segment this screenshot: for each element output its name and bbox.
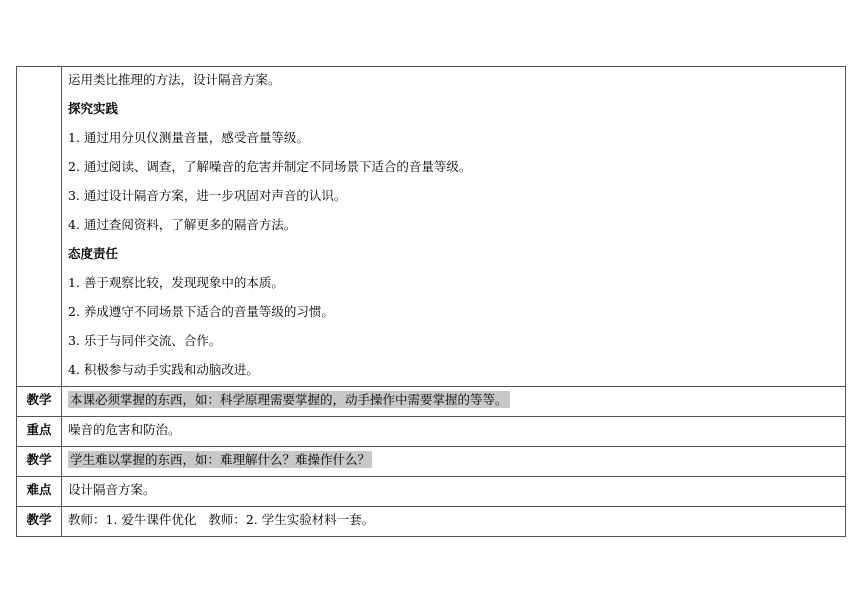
difficulties-content-cell: [62, 477, 846, 507]
objective-line: 2. 通过阅读、调查，了解噪音的危害并制定不同场景下适合的音量等级。: [68, 159, 472, 174]
key-points-content-cell: [62, 417, 846, 447]
section-heading-practice: 探究实践: [68, 101, 119, 116]
lesson-plan-document: [16, 66, 846, 537]
key-points-content: 噪音的危害和防治。: [68, 422, 181, 437]
key-points-hint-row: [17, 387, 846, 417]
difficulties-content: 设计隔音方案。: [68, 482, 156, 497]
objective-line: 运用类比推理的方法，设计隔音方案。: [68, 72, 281, 87]
preparation-label: 教学: [17, 507, 62, 537]
difficulties-hint: 学生难以掌握的东西，如：难理解什么？难操作什么？: [70, 452, 371, 467]
difficulties-content-row: [17, 477, 846, 507]
objective-line: 1. 善于观察比较，发现现象中的本质。: [68, 275, 284, 290]
objective-line: 3. 乐于与同伴交流、合作。: [68, 333, 222, 348]
difficulties-label-bottom: 难点: [17, 477, 62, 507]
objective-line: 3. 通过设计隔音方案，进一步巩固对声音的认识。: [68, 188, 347, 203]
key-points-hint-cell: [62, 387, 846, 417]
key-points-hint: 本课必须掌握的东西，如：科学原理需要掌握的，动手操作中需要掌握的等等。: [70, 392, 508, 407]
objectives-row: [17, 67, 846, 387]
key-points-content-row: [17, 417, 846, 447]
objective-line: 4. 通过查阅资料，了解更多的隔音方法。: [68, 217, 297, 232]
objective-line: 4. 积极参与动手实践和动脑改进。: [68, 362, 259, 377]
preparation-content: 教师：1. 爱牛课件优化 教师：2. 学生实验材料一套。: [68, 512, 375, 527]
key-points-label-bottom: 重点: [17, 417, 62, 447]
key-points-label-top: 教学: [17, 387, 62, 417]
objectives-content-cell: [62, 67, 846, 387]
objectives-label-cell: [17, 67, 62, 387]
section-heading-attitude: 态度责任: [68, 246, 119, 261]
objective-line: 2. 养成遵守不同场景下适合的音量等级的习惯。: [68, 304, 334, 319]
objective-line: 1. 通过用分贝仪测量音量，感受音量等级。: [68, 130, 309, 145]
lesson-plan-table: [16, 66, 846, 537]
difficulties-hint-row: [17, 447, 846, 477]
preparation-content-cell: [62, 507, 846, 537]
difficulties-label-top: 教学: [17, 447, 62, 477]
preparation-row: [17, 507, 846, 537]
difficulties-hint-cell: [62, 447, 846, 477]
